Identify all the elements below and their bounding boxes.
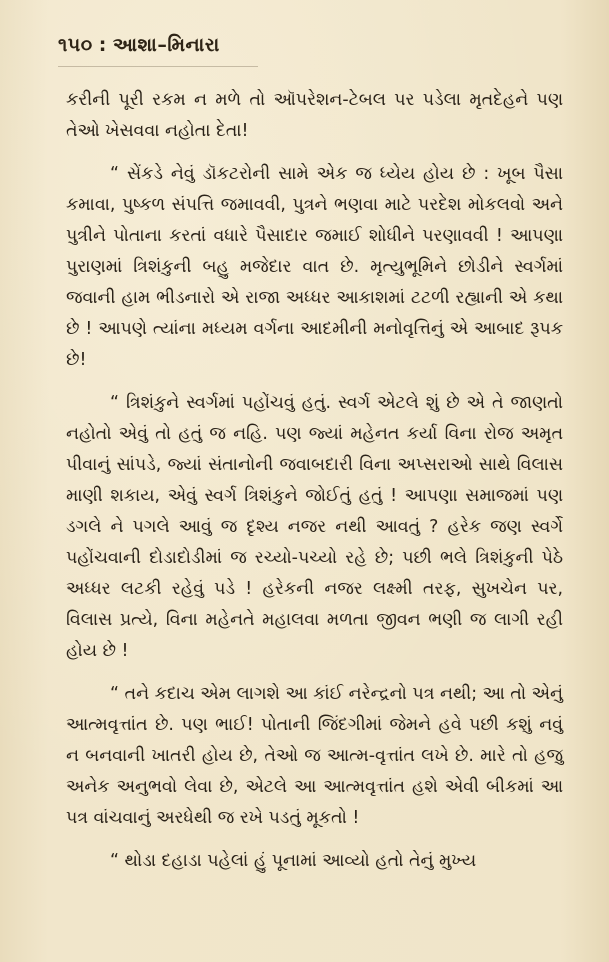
- paragraph-poona: “ થોડા દહાડા પહેલાં હું પૂનામાં આવ્યો હતો તેનું મુખ્ય: [110, 851, 477, 871]
- book-title: આશા–મિનારા: [112, 34, 220, 56]
- paragraph-autobiography: “ તને કદાચ એમ લાગશે આ કાંઈ નરેન્દ્રનો પત્ર નથી; આ તો એનું આત્મવૃત્તાંત છે. પણ ભાઈ! પોતાની જિંદગીમાં જેમને હવે પછી કશું નવું ન બનવાની ખાતરી હોય છે, તેઓ જ આત્મ-વૃત્તાંત લખે છે. મારે તો હજુ અનેક અનુભવો લેવા છે, એટલે આ આત્મવૃત્તાંત હશે એવી બીકમાં આ પત્ર વાંચવાનું અરધેથી જ રખે પડતું મૂકતો !: [66, 684, 563, 828]
- running-head: [58, 30, 563, 60]
- header-separator: :: [98, 34, 107, 56]
- page-number: ૧૫૦: [58, 34, 93, 56]
- paragraph-doctors: “ સેંકડે નેવું ડૉકટરોની સામે એક જ ધ્યેય હોય છે : ખૂબ પૈસા કમાવા, પુષ્કળ સંપત્તિ જમાવવી, પુત્રને ભણવા માટે પરદેશ મોકલવો અને પુત્રીને પોતાના કરતાં વધારે પૈસાદાર જમાઈ શોધીને પરણાવવી ! આપણા પુરાણમાં ત્રિશંકુની બહુ મજેદાર વાત છે. મૃત્યુભૂમિને છોડીને સ્વર્ગમાં જવાની હામ ભીડનારો એ રાજા અધ્ધર આકાશમાં ટટળી રહ્યાની એ કથા છે ! આપણે ત્યાંના મધ્યમ વર્ગના આદમીની મનોવૃત્તિનું એ આબાદ રૂપક છે!: [66, 164, 563, 370]
- paragraph-trishanku: “ ત્રિશંકુને સ્વર્ગમાં પહોંચવું હતું. સ્વર્ગ એટલે શું છે એ તે જાણતો નહોતો એવું તો હતું જ નહિ. પણ જ્યાં મહેનત કર્યા વિના રોજ અમૃત પીવાનું સાંપડે, જ્યાં સંતાનોની જવાબદારી વિના અપ્સરાઓ સાથે વિલાસ માણી શકાય, એવું સ્વર્ગ ત્રિશંકુને જોઈતું હતું ! આપણા સમાજમાં પણ ડગલે ને પગલે આવું જ દૃશ્ય નજર નથી આવતું ? હરેક જણ સ્વર્ગે પહોંચવાની દોડાદોડીમાં જ રચ્યો-પચ્યો રહે છે; પછી ભલે ત્રિશંકુની પેઠે અધ્ધર લટકી રહેવું પડે ! હરેકની નજર લક્ષ્મી તરફ, સુખચેન પર, વિલાસ પ્રત્યે, વિના મહેનતે મહાલવા મળતા જીવન ભણી જ લાગી રહી હોય છે !: [66, 393, 563, 661]
- header-rule: [58, 66, 258, 67]
- paragraph-continued: કરીની પૂરી રકમ ન મળે તો ઑપરેશન-ટેબલ પર પડેલા મૃતદેહને પણ તેઓ ખેસવવા નહોતા દેતા!: [66, 90, 563, 141]
